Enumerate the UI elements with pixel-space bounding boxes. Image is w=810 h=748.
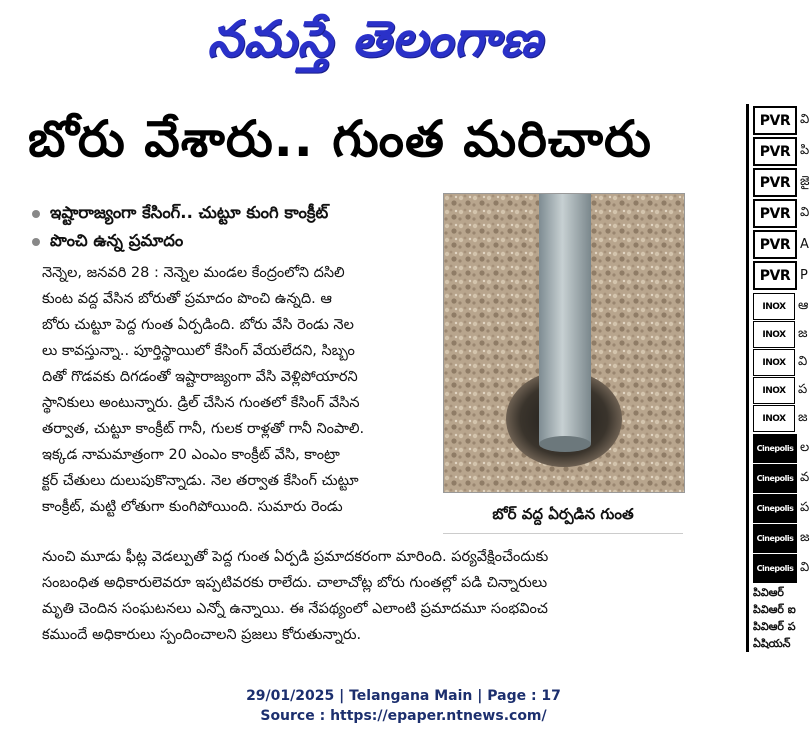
body-line: దితో గొడవకు దిగడంతో ఇష్టారాజ్యంగా వేసి వెళ్లిపోయారని: [42, 369, 358, 385]
ad-row: [753, 199, 810, 228]
ad-text: వ: [800, 469, 810, 485]
cinepolis-logo: Cinepolis: [753, 554, 797, 583]
body-line: క్టర్ చేతులు దులుపుకొన్నాడు. నెల తర్వాత కేసింగ్ చుట్టూ: [42, 473, 359, 489]
newspaper-masthead: నమస్తే తెలంగాణ: [207, 10, 543, 68]
ad-row: [753, 464, 810, 493]
cinepolis-logo: Cinepolis: [753, 524, 797, 553]
subhead-text: ఇష్టారాజ్యంగా కేసింగ్.. చుట్టూ కుంగి కాంక్రీట్: [50, 202, 329, 222]
inox-logo: INOX: [753, 293, 795, 320]
ad-text: వి: [798, 353, 808, 369]
article-headline: బోరు వేశారు.. గుంత మరిచారు: [28, 110, 652, 168]
page-footer: [0, 686, 807, 726]
ad-row: [753, 292, 810, 321]
ad-row: [753, 106, 810, 135]
ad-text-row: పివిఆర్ ఐ: [753, 603, 796, 616]
ad-text-row: పివిఆర్: [753, 586, 784, 599]
ad-text: ల: [800, 439, 810, 455]
body-line: కాంక్రీట్, మట్టి లోతుగా కుంగిపోయింది. సుమారు రెండు: [42, 499, 343, 515]
ad-row: [753, 168, 810, 197]
body-line: ఇక్కడ నామమాత్రంగా 20 ఎంఎం కాంక్రీట్ వేసి, కాంట్రా: [42, 447, 340, 463]
borewell-photo: [443, 193, 685, 493]
ad-row: [753, 261, 810, 290]
ad-row: [753, 494, 810, 523]
pvr-logo: PVR: [753, 168, 797, 197]
body-line: స్థానికులు అంటున్నారు. డ్రిల్ చేసిన గుంతలో కేసింగ్ వేసిన: [42, 395, 360, 411]
ad-row: [753, 137, 810, 166]
ad-text: A: [800, 237, 809, 252]
body-line: మృతి చెందిన సంఘటనలు ఎన్నో ఉన్నాయి. ఈ నేపథ్యంలో ఎలాంటి ప్రమాదమూ సంభవించ: [42, 601, 548, 617]
article-body-column: [42, 260, 442, 520]
photo-caption: బోర్ వద్ద ఏర్పడిన గుంత: [443, 495, 683, 534]
body-line: కముందే అధికారులు స్పందించాలని ప్రజలు కోరుతున్నారు.: [42, 627, 362, 643]
body-line: సంబంధిత అధికారులెవరూ ఇప్పటివరకు రాలేదు. చాలాచోట్ల బోరు గుంతల్లో పడి చిన్నారులు: [42, 575, 548, 591]
pvr-logo: PVR: [753, 199, 797, 228]
cinepolis-logo: Cinepolis: [753, 494, 797, 523]
ad-text: P: [800, 268, 808, 283]
cinepolis-logo: Cinepolis: [753, 434, 797, 463]
inox-logo: INOX: [753, 321, 795, 348]
bullet-dot-icon: [32, 210, 40, 218]
ad-text-row: పివిఆర్ ప: [753, 620, 796, 633]
article-body-wide: [42, 544, 682, 648]
body-line: కుంట వద్ద వేసిన బోరుతో ప్రమాదం పొంచి ఉన్నది. ఆ: [42, 291, 332, 307]
borewell-illustration: [444, 194, 684, 492]
ad-text: ప: [798, 381, 808, 397]
pvr-logo: PVR: [753, 137, 797, 166]
body-line: తర్వాత, చుట్టూ కాంక్రీట్ గానీ, గులక రాళ్లతో గానీ నింపాలి.: [42, 421, 365, 437]
body-line: నెన్నెల, జనవరి 28 : నెన్నెల మండల కేంద్రంలోని దసిలి: [42, 265, 345, 281]
inox-logo: INOX: [753, 349, 795, 376]
cinema-ads-strip: [746, 104, 810, 652]
subhead-text: పొంచి ఉన్న ప్రమాదం: [50, 230, 184, 250]
ad-text: జై: [800, 173, 810, 189]
body-line: నుంచి మూడు ఫీట్ల వెడల్పుతో పెద్ద గుంత ఏర్పడి ప్రమాదకరంగా మారింది. పర్యవేక్షించేందుకు: [42, 549, 549, 565]
ad-row: [753, 554, 810, 583]
ad-row: [753, 320, 810, 349]
ad-text: ఆ: [798, 297, 809, 313]
ad-text: జ: [798, 325, 808, 341]
footer-source: Source : https://epaper.ntnews.com/: [260, 708, 547, 724]
ad-row: [753, 376, 810, 405]
ad-text: వి: [800, 204, 810, 220]
footer-date-page: 29/01/2025 | Telangana Main | Page : 17: [246, 688, 561, 704]
pvr-logo: PVR: [753, 230, 797, 259]
bullet-dot-icon: [32, 238, 40, 246]
ad-row: [753, 230, 810, 259]
ad-text: వి: [800, 559, 810, 575]
ad-text: పి: [800, 142, 810, 158]
ad-text: జ: [800, 529, 810, 545]
ad-text: ప: [800, 499, 810, 515]
ad-row: [753, 404, 810, 433]
ad-row: [753, 524, 810, 553]
subhead-bullet: [32, 228, 442, 256]
ad-row: [753, 434, 810, 463]
ad-text-row: ఏషియన్: [753, 637, 791, 650]
body-line: లు కావస్తున్నా.. పూర్తిస్థాయిలో కేసింగ్ వేయలేదని, సిబ్బం: [42, 343, 355, 359]
pvr-logo: PVR: [753, 261, 797, 290]
inox-logo: INOX: [753, 377, 795, 404]
ad-text: వి: [800, 111, 810, 127]
inox-logo: INOX: [753, 405, 795, 432]
article-subheads: [32, 200, 442, 256]
pvr-logo: PVR: [753, 106, 797, 135]
cinepolis-logo: Cinepolis: [753, 464, 797, 493]
ad-row: [753, 348, 810, 377]
body-line: బోరు చుట్టూ పెద్ద గుంత ఏర్పడింది. బోరు వేసి రెండు నెల: [42, 317, 354, 333]
subhead-bullet: [32, 200, 442, 228]
ad-text: జ: [798, 409, 808, 425]
